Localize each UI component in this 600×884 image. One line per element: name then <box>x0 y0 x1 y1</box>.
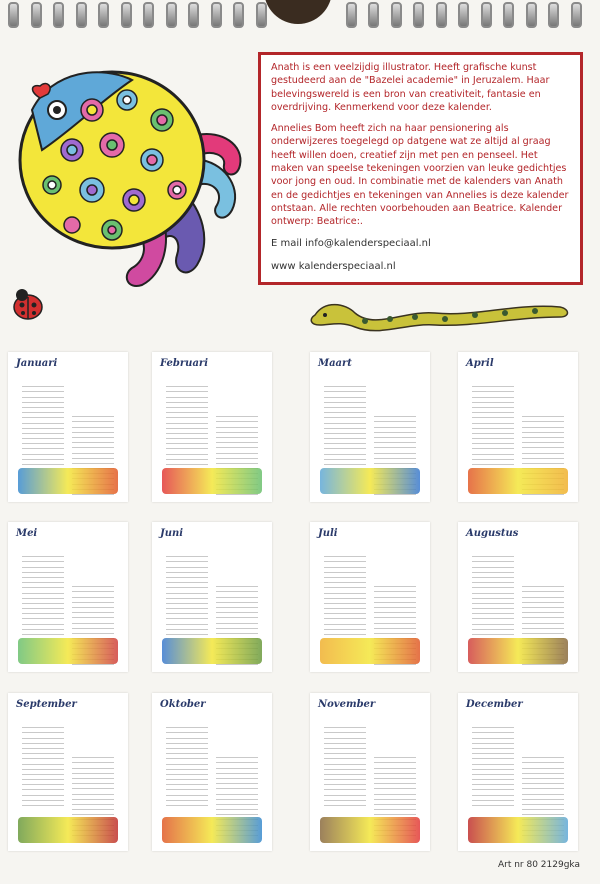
spiral-ring <box>548 2 559 28</box>
month-illustration <box>162 468 262 494</box>
month-card-februari <box>152 352 272 502</box>
ladybug-illustration <box>8 285 48 325</box>
month-illustration <box>18 638 118 664</box>
month-name: Maart <box>318 358 352 369</box>
month-card-augustus <box>458 522 578 672</box>
month-illustration <box>320 468 420 494</box>
spiral-ring <box>8 2 19 28</box>
email-contact[interactable]: E mail info@kalenderspeciaal.nl <box>271 237 431 249</box>
spiral-ring <box>256 2 267 28</box>
spiral-ring <box>413 2 424 28</box>
month-name: Augustus <box>466 528 519 539</box>
date-lines <box>472 552 514 635</box>
month-card-november <box>310 693 430 851</box>
month-name: Mei <box>16 528 38 539</box>
spiral-ring <box>436 2 447 28</box>
info-textbox <box>258 52 583 285</box>
month-name: December <box>466 699 523 710</box>
spiral-ring <box>98 2 109 28</box>
spiral-ring <box>53 2 64 28</box>
spiral-ring <box>166 2 177 28</box>
date-lines <box>166 723 208 806</box>
spiral-ring <box>368 2 379 28</box>
month-illustration <box>162 817 262 843</box>
spiral-ring <box>143 2 154 28</box>
month-card-april <box>458 352 578 502</box>
bio-annelies: Annelies Bom heeft zich na haar pensionering als onderwijzeres toegelegd op datgene wat ze altijd al graag heeft willen doen, creatief zijn met pen en penseel. Het maken van speelse tekeningen voorzien van leuke gedichtjes voor jong en oud. In combinatie met de kalenders van Anath en de gedichtjes en tekeningen van Annelies is deze kalender ontstaan. Alle rechten voorbehouden aan Beatrice. Kalender ontwerp: Beatrice:. <box>271 123 569 228</box>
fish-illustration <box>12 40 252 300</box>
spiral-ring <box>31 2 42 28</box>
website-contact[interactable]: www kalenderspeciaal.nl <box>271 260 396 272</box>
spiral-ring <box>391 2 402 28</box>
month-card-juni <box>152 522 272 672</box>
spiral-ring <box>481 2 492 28</box>
month-name: September <box>16 699 77 710</box>
month-name: April <box>466 358 494 369</box>
month-card-september <box>8 693 128 851</box>
month-illustration <box>468 817 568 843</box>
date-lines <box>324 382 366 465</box>
spiral-ring <box>458 2 469 28</box>
month-name: Juni <box>160 528 184 539</box>
spiral-ring <box>571 2 582 28</box>
spiral-ring <box>211 2 222 28</box>
month-name: Oktober <box>160 699 206 710</box>
month-illustration <box>320 638 420 664</box>
article-number: Art nr 80 2129gka <box>497 860 580 870</box>
date-lines <box>166 382 208 465</box>
spiral-ring <box>503 2 514 28</box>
month-name: Februari <box>160 358 208 369</box>
spiral-ring <box>188 2 199 28</box>
date-lines <box>472 382 514 465</box>
month-illustration <box>320 817 420 843</box>
month-name: Juli <box>318 528 338 539</box>
month-illustration <box>18 468 118 494</box>
date-lines <box>324 723 366 806</box>
month-illustration <box>162 638 262 664</box>
month-illustration <box>468 638 568 664</box>
month-name: November <box>318 699 376 710</box>
date-lines <box>22 723 64 806</box>
date-lines <box>166 552 208 635</box>
spiral-ring <box>526 2 537 28</box>
month-card-mei <box>8 522 128 672</box>
month-card-december <box>458 693 578 851</box>
spiral-ring <box>76 2 87 28</box>
month-illustration <box>18 817 118 843</box>
date-lines <box>324 552 366 635</box>
month-name: Januari <box>16 358 58 369</box>
month-card-juli <box>310 522 430 672</box>
spiral-ring <box>121 2 132 28</box>
month-illustration <box>468 468 568 494</box>
month-card-januari <box>8 352 128 502</box>
date-lines <box>472 723 514 806</box>
date-lines <box>22 552 64 635</box>
month-card-oktober <box>152 693 272 851</box>
month-card-maart <box>310 352 430 502</box>
date-lines <box>22 382 64 465</box>
spiral-ring <box>346 2 357 28</box>
bio-anath: Anath is een veelzijdig illustrator. Heeft grafische kunst gestudeerd aan de "Bazelei academie" in Jeruzalem. Haar belevingswereld is een bron van creativiteit, fantasie en overdrijving. Kenmerkend voor deze kalender. <box>271 62 550 113</box>
snake-illustration <box>305 295 575 340</box>
spiral-ring <box>233 2 244 28</box>
